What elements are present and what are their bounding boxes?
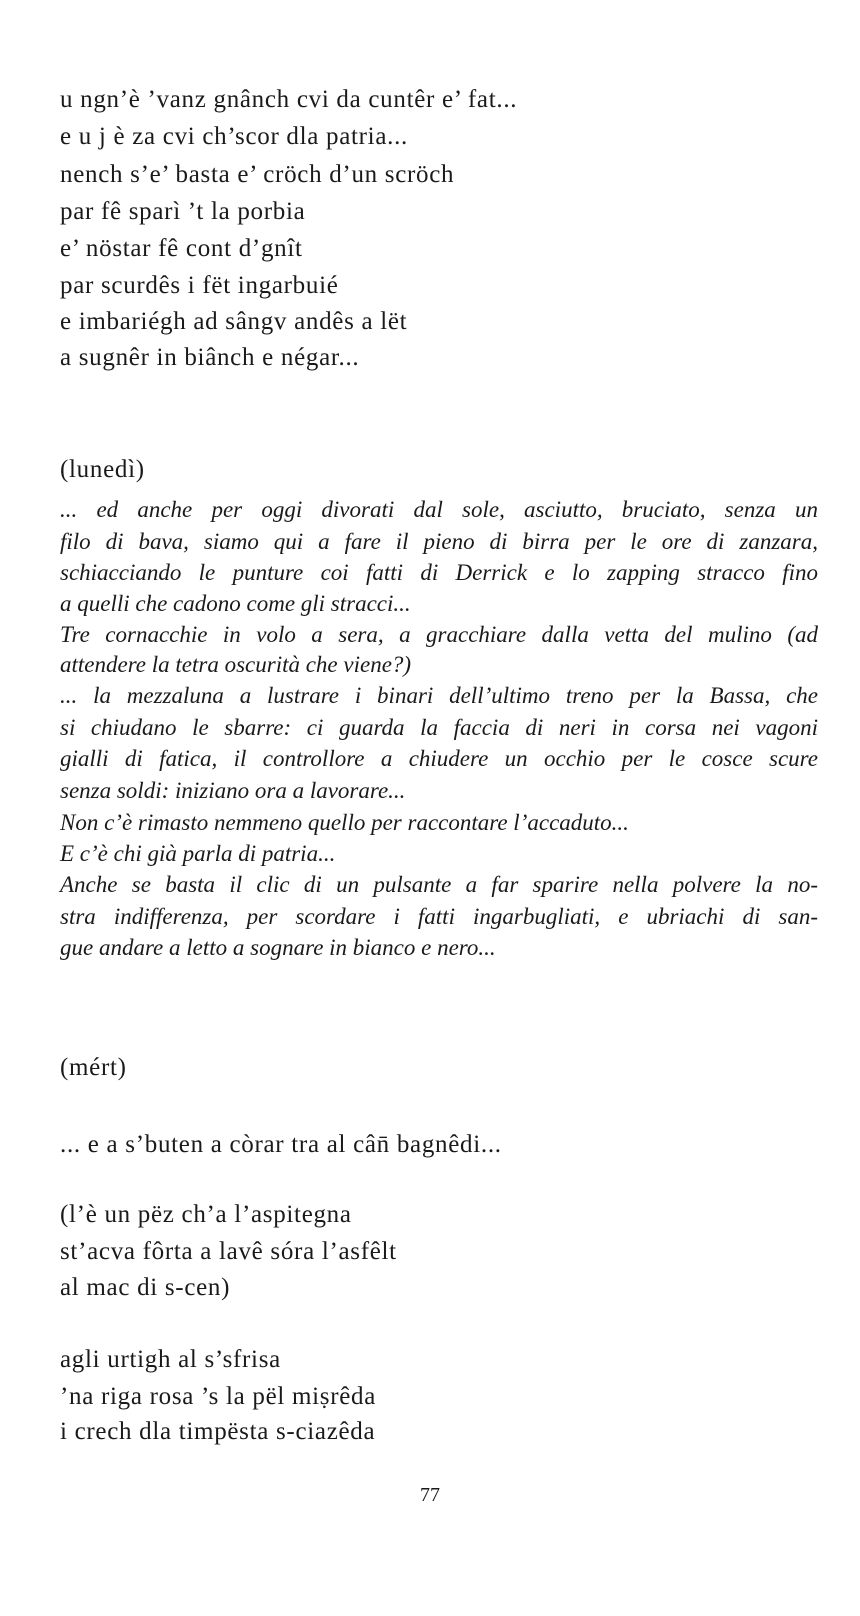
prose-line: gialli di fatica, il controllore a chiudere un occhio per le cosce scure [60, 746, 818, 771]
prose-line: ... la mezzaluna a lustrare i binari dell’ultimo treno per la Bassa, che [60, 683, 818, 708]
prose-line: senza soldi: iniziano ora a lavorare... [60, 778, 406, 803]
verse-line: a sugnêr in biânch e négar... [60, 344, 360, 371]
prose-line: a quelli che cadono come gli stracci... [60, 591, 411, 616]
prose-line: E c’è chi già parla di patria... [60, 841, 336, 866]
prose-line: ... ed anche per oggi divorati dal sole, asciutto, bruciato, senza un [60, 497, 818, 522]
verse-line: e u j è za cvi ch’scor dla patria... [60, 123, 408, 150]
verse-line: par scurdês i fët ingarbuié [60, 272, 339, 299]
page-number: 77 [420, 1484, 440, 1506]
verse-line: e imbariégh ad sângv andês a lët [60, 308, 408, 335]
verse-line: i crech dla timpësta s-ciazêda [60, 1418, 376, 1445]
prose-line: schiacciando le punture coi fatti di Derrick e lo zapping stracco fino [60, 560, 818, 585]
verse-line: ... e a s’buten a còrar tra al cân̄ bagnêdi... [60, 1131, 502, 1158]
prose-line: gue andare a letto a sognare in bianco e nero... [60, 935, 496, 960]
prose-line: Non c’è rimasto nemmeno quello per raccontare l’accaduto... [60, 810, 629, 835]
verse-line: agli urtigh al s’sfrisa [60, 1346, 281, 1373]
verse-line: par fê sparì ’t la porbia [60, 198, 306, 225]
verse-line: ’na riga rosa ’s la pël miṣrêda [60, 1383, 377, 1410]
prose-line: filo di bava, siamo qui a fare il pieno di birra per le ore di zanzara, [60, 529, 818, 554]
prose-line: stra indifferenza, per scordare i fatti ingarbugliati, e ubriachi di san- [60, 904, 818, 929]
verse-line: st’acva fôrta a lavê sóra l’asfêlt [60, 1238, 397, 1265]
verse-line: (l’è un pëz ch’a l’aspitegna [60, 1201, 352, 1228]
prose-line: Anche se basta il clic di un pulsante a far sparire nella polvere la no- [60, 872, 818, 897]
prose-line: Tre cornacchie in volo a sera, a gracchiare dalla vetta del mulino (ad [60, 622, 818, 647]
section-heading-lunedi: (lunedì) [60, 456, 145, 483]
verse-line: nench s’e’ basta e’ cröch d’un scröch [60, 161, 455, 188]
verse-line: e’ nöstar fê cont d’gnît [60, 235, 303, 262]
prose-line: si chiudano le sbarre: ci guarda la faccia di neri in corsa nei vagoni [60, 715, 818, 740]
verse-line: u ngn’è ’vanz gnânch cvi da cuntêr e’ fat... [60, 86, 518, 113]
section-heading-mert: (mért) [60, 1054, 127, 1081]
verse-line: al mac di s-cen) [60, 1274, 231, 1301]
prose-line: attendere la tetra oscurità che viene?) [60, 652, 412, 677]
